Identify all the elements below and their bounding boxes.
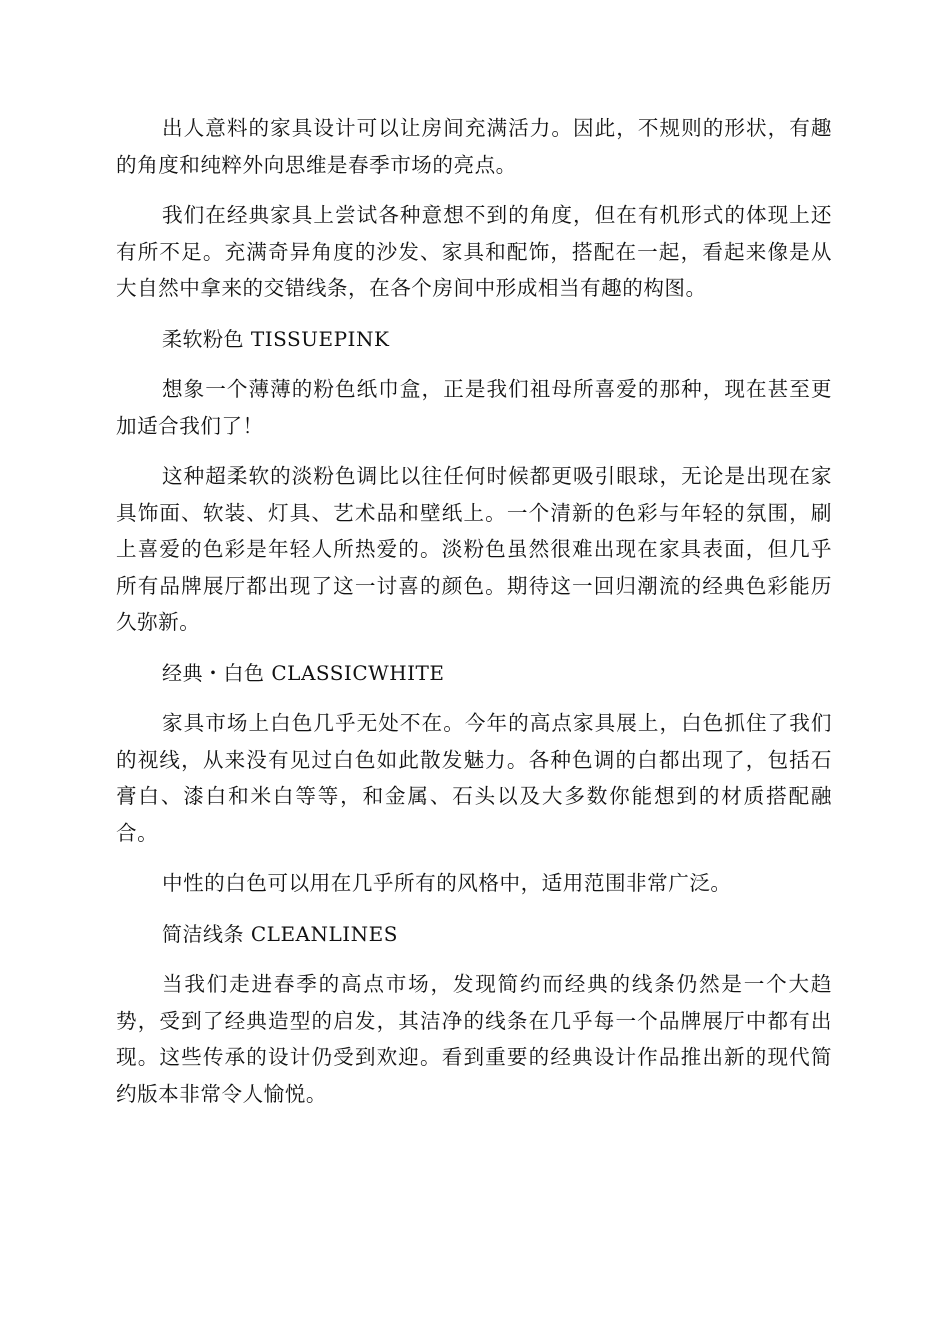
paragraph-angles: 我们在经典家具上尝试各种意想不到的角度，但在有机形式的体现上还有所不足。充满奇异角度的沙发、家具和配饰，搭配在一起，看起来像是从大自然中拿来的交错线条，在各个房间中形成相当有趣的构图。 [116, 203, 832, 300]
paragraph-intro: 出人意料的家具设计可以让房间充满活力。因此，不规则的形状，有趣的角度和纯粹外向思维是春季市场的亮点。 [116, 116, 832, 177]
paragraph-pink-intro: 想象一个薄薄的粉色纸巾盒，正是我们祖母所喜爱的那种，现在甚至更加适合我们了！ [116, 377, 832, 438]
paragraph-pink-detail: 这种超柔软的淡粉色调比以往任何时候都更吸引眼球，无论是出现在家具饰面、软装、灯具、艺术品和壁纸上。一个清新的色彩与年轻的氛围，刷上喜爱的色彩是年轻人所热爱的。淡粉色虽然很难出现在家具表面，但几乎所有品牌展厅都出现了这一讨喜的颜色。期待这一回归潮流的经典色彩能历久弥新。 [116, 464, 832, 634]
heading-clean-lines: 简洁线条 CLEANLINES [162, 921, 398, 946]
heading-tissue-pink: 柔软粉色 TISSUEPINK [162, 326, 390, 351]
document-page [116, 110, 832, 1126]
paragraph-clean-lines: 当我们走进春季的高点市场，发现简约而经典的线条仍然是一个大趋势，受到了经典造型的启发，其洁净的线条在几乎每一个品牌展厅中都有出现。这些传承的设计仍受到欢迎。看到重要的经典设计作品推出新的现代简约版本非常令人愉悦。 [116, 972, 832, 1106]
paragraph-white-detail: 家具市场上白色几乎无处不在。今年的高点家具展上，白色抓住了我们的视线，从来没有见过白色如此散发魅力。各种色调的白都出现了，包括石膏白、漆白和米白等等，和金属、石头以及大多数你能想到的材质搭配融合。 [116, 711, 832, 845]
heading-classic-white: 经典・白色 CLASSICWHITE [162, 660, 445, 685]
paragraph-white-neutral: 中性的白色可以用在几乎所有的风格中，适用范围非常广泛。 [162, 871, 732, 895]
